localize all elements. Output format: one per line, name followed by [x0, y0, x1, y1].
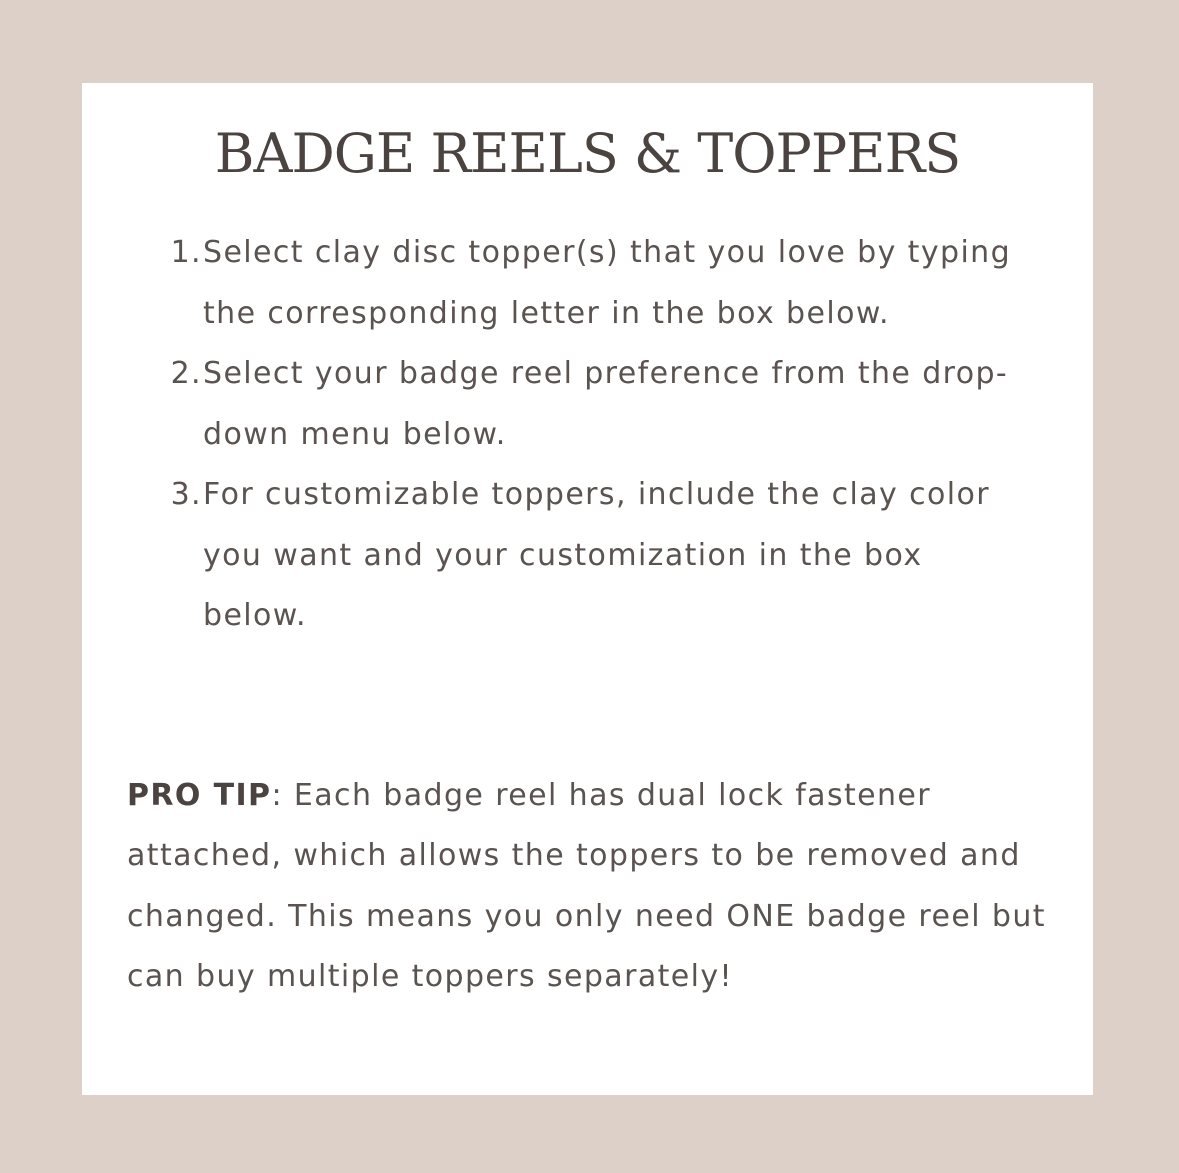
- step-text: For customizable toppers, include the clay color you want and your customization in the box below.: [203, 477, 990, 633]
- card-title: BADGE REELS & TOPPERS: [214, 122, 961, 185]
- instruction-step-1: [166, 223, 1026, 344]
- pro-tip-label: PRO TIP: [127, 778, 272, 813]
- pro-tip-text: Each badge reel has dual lock fastener attached, which allows the toppers to be removed and changed. This means you only need ONE badge reel but can buy multiple toppers separately!: [127, 778, 1046, 994]
- info-card: [82, 83, 1093, 1095]
- instruction-list: [166, 223, 1026, 647]
- step-text: Select your badge reel preference from the drop-down menu below.: [203, 356, 1009, 452]
- step-number: 1.: [170, 235, 202, 270]
- step-text: Select clay disc topper(s) that you love by typing the corresponding letter in the box below.: [203, 235, 1012, 331]
- instruction-step-2: [166, 344, 1026, 465]
- instruction-step-3: [166, 465, 1026, 647]
- step-number: 3.: [170, 477, 202, 512]
- pro-tip: [127, 766, 1057, 1007]
- step-number: 2.: [170, 356, 202, 391]
- pro-tip-separator: :: [271, 778, 283, 813]
